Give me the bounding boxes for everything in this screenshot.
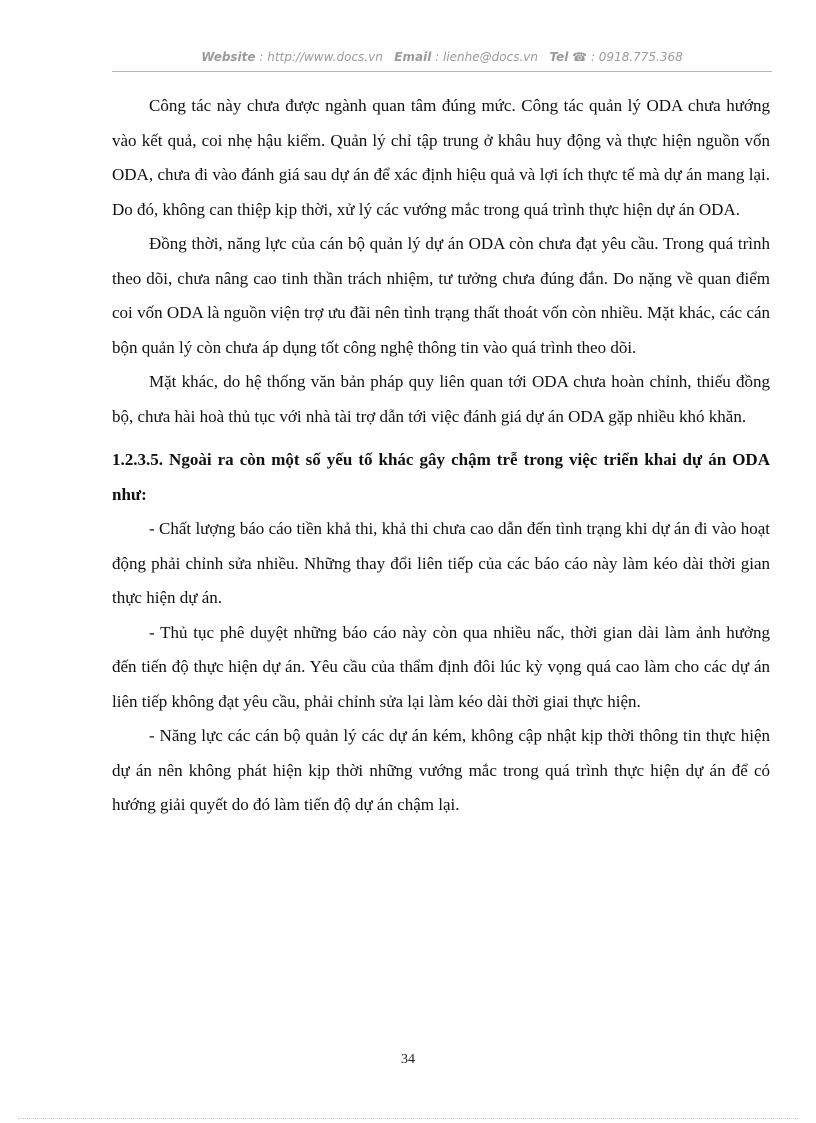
header-divider <box>112 71 772 72</box>
paragraph-1: Công tác này chưa được ngành quan tâm đúng mức. Công tác quản lý ODA chưa hướng vào kết quả, coi nhẹ hậu kiểm. Quản lý chỉ tập trung ở khâu huy động và thực hiện nguồn vốn ODA, chưa đi vào đánh giá sau dự án để xác định hiệu quả và lợi ích thực tế mà dự án mang lại. Do đó, không can thiệp kịp thời, xử lý các vướng mắc trong quá trình thực hiện dự án ODA. <box>112 96 770 219</box>
email-value[interactable]: : lienhe@docs.vn <box>435 50 538 64</box>
page-header <box>112 50 772 64</box>
phone-icon: ☎ <box>572 50 588 64</box>
website-label: Website <box>201 50 256 64</box>
paragraph-2: Đồng thời, năng lực của cán bộ quản lý dự án ODA còn chưa đạt yêu cầu. Trong quá trình theo dõi, chưa nâng cao tinh thần trách nhiệm, tư tưởng chưa đúng đắn. Do nặng về quan điểm coi vốn ODA là nguồn viện trợ ưu đãi nên tình trạng thất thoát vốn còn nhiều. Mặt khác, các cán bộn quản lý còn chưa áp dụng tốt công nghệ thông tin vào quá trình theo dõi. <box>112 234 770 357</box>
website-value[interactable]: : http://www.docs.vn <box>259 50 383 64</box>
tel-value: : 0918.775.368 <box>590 50 683 64</box>
page-bottom-border <box>18 1118 798 1119</box>
bullet-paragraph-1: - Chất lượng báo cáo tiền khả thi, khả thi chưa cao dẫn đến tình trạng khi dự án đi vào hoạt động phải chỉnh sửa nhiều. Những thay đổi liên tiếp của các báo cáo này làm kéo dài thời gian thực hiện dự án. <box>112 519 770 607</box>
bullet-paragraph-2: - Thủ tục phê duyệt những báo cáo này còn qua nhiều nấc, thời gian dài làm ảnh hưởng đến tiến độ thực hiện dự án. Yêu cầu của thẩm định đôi lúc kỳ vọng quá cao làm cho các dự án liên tiếp không đạt yêu cầu, phải chỉnh sửa lại làm kéo dài thời giai thực hiện. <box>112 622 770 711</box>
paragraph-3: Mặt khác, do hệ thống văn bản pháp quy liên quan tới ODA chưa hoàn chỉnh, thiếu đồng bộ, chưa hài hoà thủ tục với nhà tài trợ dẫn tới việc đánh giá dự án ODA gặp nhiều khó khăn. <box>112 372 770 426</box>
bullet-paragraph-3: - Năng lực các cán bộ quản lý các dự án kém, không cập nhật kịp thời thông tin thực hiện dự án nên không phát hiện kịp thời những vướng mắc trong quá trình thực hiện dự án để có hướng giải quyết do đó làm tiến độ dự án chậm lại. <box>112 726 770 814</box>
page-number: 34 <box>401 1052 415 1067</box>
tel-label: Tel <box>549 50 569 64</box>
email-label: Email <box>394 50 432 64</box>
document-body <box>112 89 770 823</box>
section-heading: 1.2.3.5. Ngoài ra còn một số yếu tố khác gây chậm trễ trong việc triển khai dự án ODA như: <box>112 450 770 504</box>
